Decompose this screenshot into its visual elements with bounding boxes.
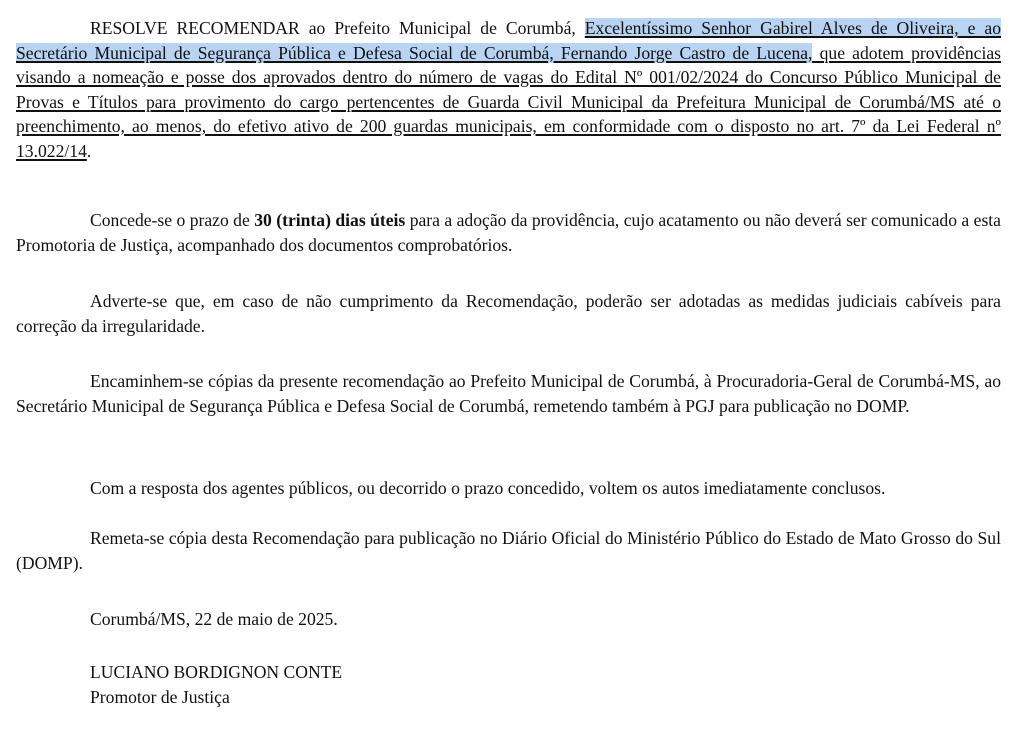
deadline-paragraph (16, 208, 1001, 257)
recommendation-end: . (86, 140, 92, 161)
recommendation-pre: ao Prefeito Municipal de Corumbá, (299, 18, 585, 38)
forwarding-paragraph: Encaminhem-se cópias da presente recomendação ao Prefeito Municipal de Corumbá, à Procuradoria-Geral de Corumbá-MS, ao Secretário Municipal de Segurança Pública e Defesa Social de Corumbá, remetendo também à PGJ para publicação no DOMP. (16, 371, 1001, 416)
deadline-bold: 30 (trinta) dias úteis (254, 210, 406, 230)
warning-paragraph: Adverte-se que, em caso de não cumprimento da Recomendação, poderão ser adotadas as medidas judiciais cabíveis para correção da irregularidade. (16, 291, 1001, 336)
deadline-post: para a adoção da providência, cujo acatamento ou não deverá ser comunicado a esta Promotoria de Justiça, acompanhado dos documentos comprobatórios. (16, 210, 1001, 255)
signature-title: Promotor de Justiça (90, 687, 230, 707)
recommendation-lead: RESOLVE RECOMENDAR (90, 18, 300, 38)
signature-name: LUCIANO BORDIGNON CONTE (90, 662, 343, 682)
deadline-pre: Concede-se o prazo de (90, 210, 255, 230)
publication-paragraph: Remeta-se cópia desta Recomendação para publicação no Diário Oficial do Ministério Público do Estado de Mato Grosso do Sul (DOMP). (16, 528, 1001, 573)
response-paragraph: Com a resposta dos agentes públicos, ou decorrido o prazo concedido, voltem os autos imediatamente conclusos. (90, 478, 886, 498)
recommendation-highlighted: Excelentíssimo Senhor Gabirel Alves de Oliveira, e ao Secretário Municipal de Segurança Pública e Defesa Social de Corumbá, Fernando Jorge Castro de Lucena, (16, 18, 1001, 63)
place-date: Corumbá/MS, 22 de maio de 2025. (90, 609, 338, 629)
recommendation-paragraph (16, 16, 1001, 163)
recommendation-underlined: que adotem providências visando a nomeação e posse dos aprovados dentro do número de vagas do Edital Nº 001/02/2024 do Concurso Público Municipal de Provas e Títulos para provimento do cargo pertencentes de Guarda Civil Municipal da Prefeitura Municipal de Corumbá/MS até o preenchimento, ao menos, do efetivo ativo de 200 guardas municipais, em conformidade com o disposto no art. 7º da Lei Federal nº 13.022/14 (16, 42, 1002, 161)
